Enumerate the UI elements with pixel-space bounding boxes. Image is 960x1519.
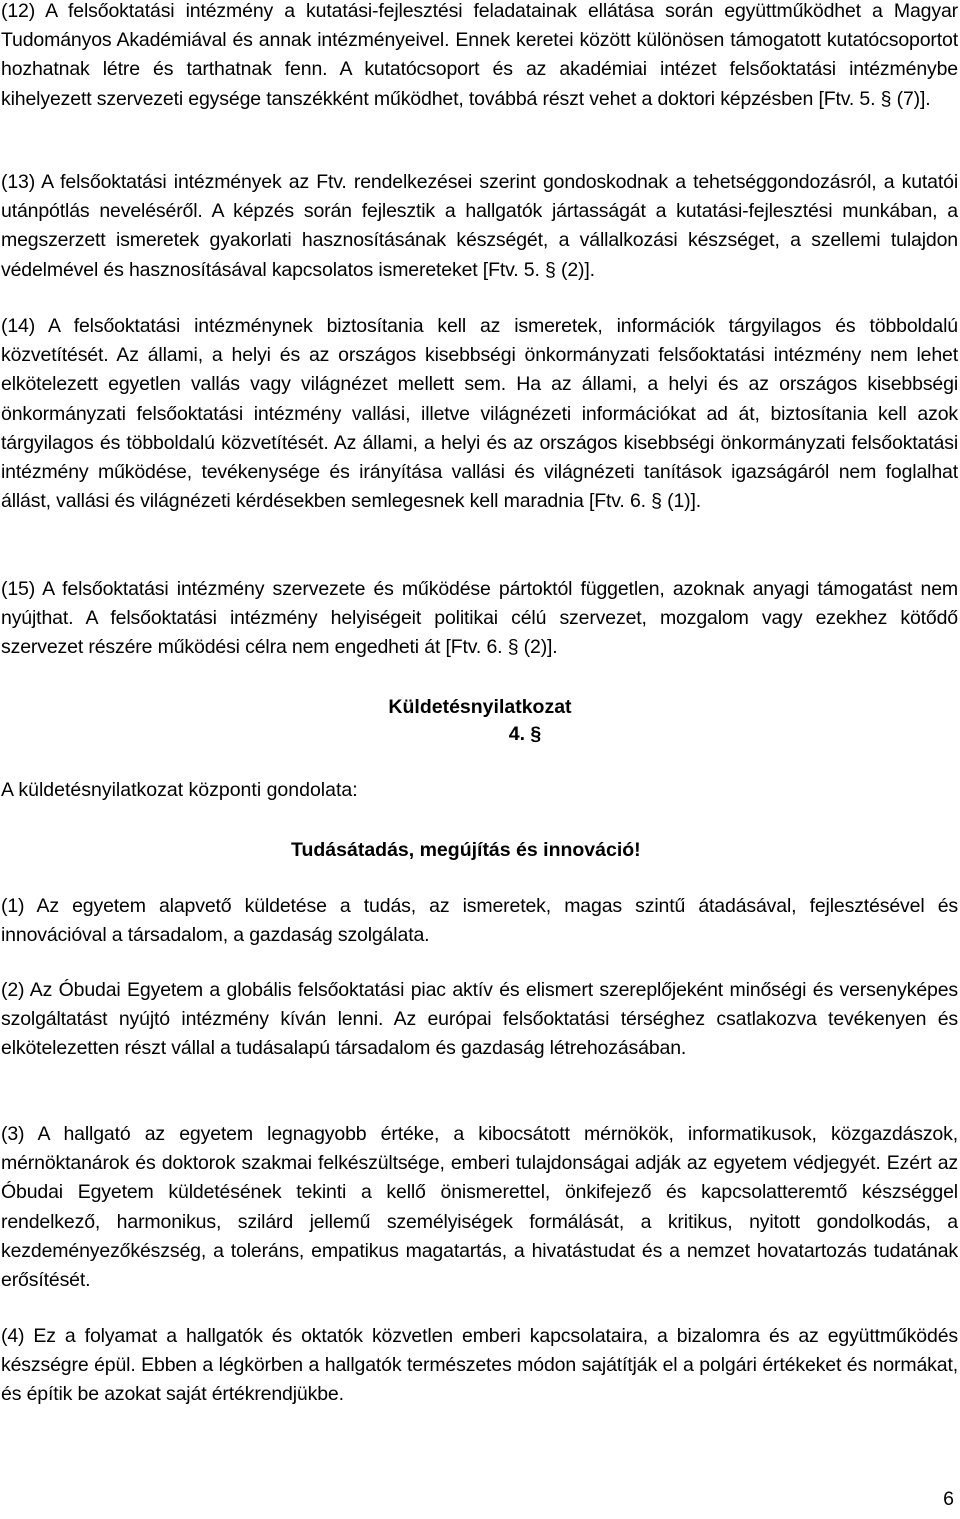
paragraph-12: (12) A felsőoktatási intézmény a kutatási-fejlesztési feladatainak ellátása során együttműködhet a Magyar Tudományos Akadémiával és annak intézményeivel. Ennek keretei között különösen támogatott kutatócsoportot hozhatnak létre és tarthatnak fenn. A kutatócsoport és az akadémiai intézet felsőoktatási intézménybe kihelyezett szervezeti egysége tanszékként működhet, továbbá részt vehet a doktori képzésben [Ftv. 5. § (7)]. (1, 0, 958, 110)
mission-paragraph-4: (4) Ez a folyamat a hallgatók és oktatók közvetlen emberi kapcsolataira, a bizalomra és az együttműködés készségre épül. Ebben a légkörben a hallgatók természetes módon sajátítják el a polgári értékeket és normákat, és építik be azokat saját értékrendjükbe. (1, 1325, 958, 1406)
paragraph-14: (14) A felsőoktatási intézménynek biztosítania kell az ismeretek, információk tárgyilagos és többoldalú közvetítését. Az állami, a helyi és az országos kisebbségi önkormányzati felsőoktatási intézmény nem lehet elkötelezett egyetlen vallás vagy világnézet mellett sem. Ha az állami, a helyi és az országos kisebbségi önkormányzati felsőoktatási intézmény vallási, illetve világnézeti információkat ad át, biztosítania kell azok tárgyilagos és többoldalú közvetítését. Az állami, a helyi és az országos kisebbségi önkormányzati felsőoktatási intézmény működése, tevékenysége és irányítása vallási és világnézeti tanítások igazságáról nem foglalhat állást, vallási és világnézeti kérdésekben semlegesnek kell maradnia [Ftv. 6. § (1)]. (1, 315, 958, 513)
paragraph-15: (15) A felsőoktatási intézmény szervezete és működése pártoktól független, azoknak anyagi támogatást nem nyújthat. A felsőoktatási intézmény helyiségeit politikai célú szervezet, mozgalom vagy ezekhez kötődő szervezet részére működési célra nem engedheti át [Ftv. 6. § (2)]. (1, 578, 958, 659)
section-number: 4. § (508, 723, 542, 745)
paragraph-13: (13) A felsőoktatási intézmények az Ftv. rendelkezései szerint gondoskodnak a tehetséggondozásról, a kutatói utánpótlás neveléséről. A képzés során fejlesztik a hallgatók jártasságát a kutatási-fejlesztési munkában, a megszerzett ismeretek gyakorlati hasznosításának készségét, a vállalkozási készséget, a szellemi tulajdon védelmével és hasznosításával kapcsolatos ismereteket [Ftv. 5. § (2)]. (1, 171, 958, 281)
mission-paragraph-2: (2) Az Óbudai Egyetem a globális felsőoktatási piac aktív és elismert szereplőjeként minőségi és versenyképes szolgáltatást nyújtó intézmény kíván lenni. Az európai felsőoktatási térséghez csatlakozva tevékenyen és elkötelezetten részt vállal a tudásalapú társadalom és gazdaság létrehozásában. (1, 979, 958, 1060)
mission-paragraph-1: (1) Az egyetem alapvető küldetése a tudás, az ismeretek, magas szintű átadásával, fejlesztésével és innovációval a társadalom, a gazdaság szolgálata. (1, 895, 958, 947)
mission-paragraph-3: (3) A hallgató az egyetem legnagyobb értéke, a kibocsátott mérnökök, informatikusok, közgazdászok, mérnöktanárok és doktorok szakmai felkészültsége, emberi tulajdonságai adják az egyetem védjegyét. Ezért az Óbudai Egyetem küldetésének tekinti a kellő önismerettel, önkifejező és kapcsolatteremtő készséggel rendelkező, harmonikus, szilárd jellemű személyiségek formálását, a kritikus, nyitott gondolkodás, a kezdeményezőkészség, a toleráns, empatikus magatartás, a hivatástudat és a nemzet hovatartozás tudatának erősítését. (1, 1123, 958, 1292)
section-title: Küldetésnyilatkozat (388, 696, 572, 718)
section-heading (380, 694, 580, 748)
motto: Tudásátadás, megújítás és innováció! (291, 839, 641, 861)
page-number: 6 (943, 1488, 954, 1510)
core-idea-label: A küldetésnyilatkozat központi gondolata: (1, 779, 358, 801)
